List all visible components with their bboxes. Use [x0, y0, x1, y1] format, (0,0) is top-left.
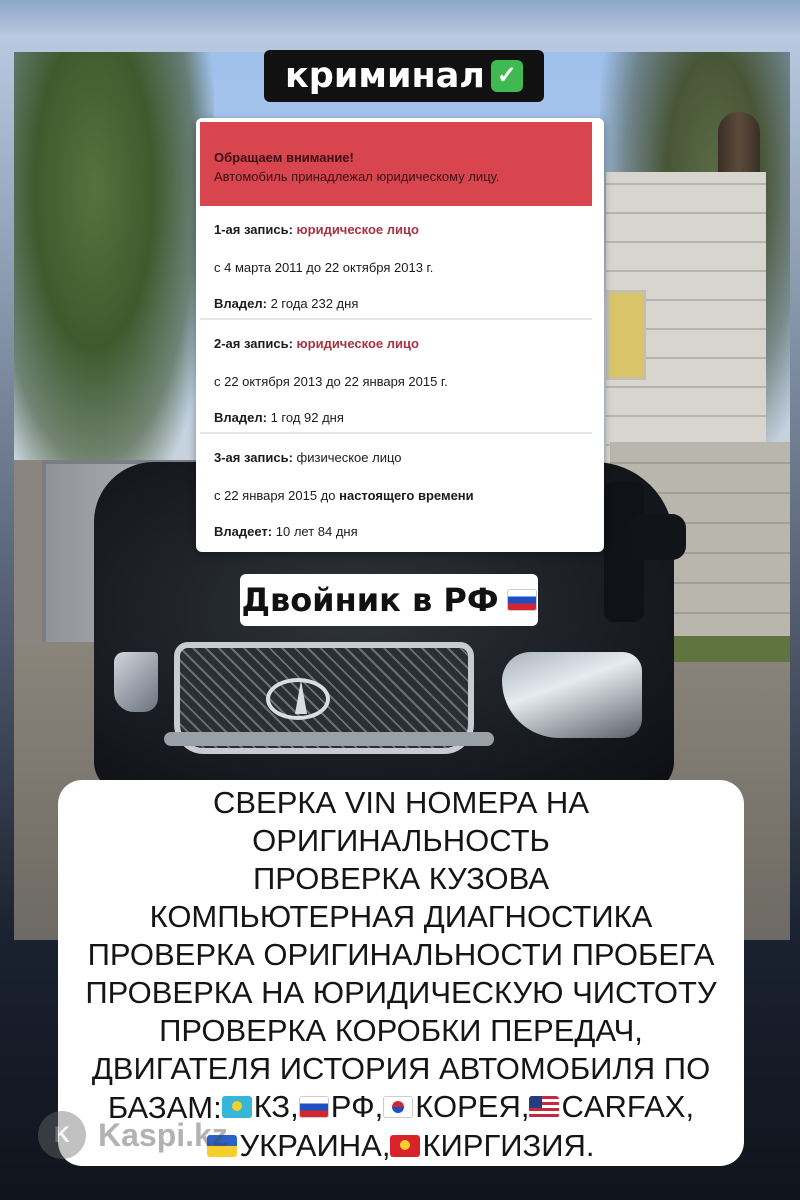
base-korea: КОРЕЯ,	[415, 1089, 530, 1124]
owner-type: юридическое лицо	[296, 336, 419, 351]
korea-flag-icon	[383, 1096, 413, 1118]
service-line: ПРОВЕРКА КОРОБКИ ПЕРЕДАЧ,	[159, 1013, 643, 1048]
ownership-record	[200, 208, 592, 320]
base-kyrgyzstan: КИРГИЗИЯ.	[422, 1128, 595, 1163]
russia-flag-icon	[507, 589, 537, 611]
base-ru: РФ,	[330, 1089, 384, 1124]
record-label: 1-ая запись:	[214, 222, 293, 237]
watermark-text: Kaspi.kz	[98, 1116, 228, 1153]
grass	[654, 636, 790, 662]
service-line: ПРОВЕРКА ОРИГИНАЛЬНОСТИ ПРОБЕГА	[87, 937, 715, 972]
service-line: КОМПЬЮТЕРНАЯ ДИАГНОСТИКА	[149, 899, 653, 934]
infiniti-logo-icon	[266, 678, 330, 720]
record-divider	[200, 432, 592, 434]
alert-banner	[200, 122, 592, 206]
kaspi-logo-icon: K	[38, 1111, 86, 1159]
watermark	[38, 1110, 228, 1160]
car-bumper	[164, 732, 494, 746]
service-line: СВЕРКА VIN НОМЕРА НА	[212, 785, 589, 820]
service-line: ПРОВЕРКА НА ЮРИДИЧЕСКУЮ ЧИСТОТУ	[85, 975, 717, 1010]
tree-left	[14, 52, 214, 512]
record-divider	[200, 318, 592, 320]
ownership-duration: 10 лет 84 дня	[275, 524, 358, 539]
car-headlight-right	[502, 652, 642, 738]
title-text: криминал	[285, 56, 485, 96]
record-period: с 4 марта 2011 до 22 октября 2013 г.	[214, 260, 434, 275]
ownership-record	[200, 436, 592, 548]
alert-title: Обращаем внимание!	[214, 150, 354, 165]
car-headlight-left	[114, 652, 158, 712]
ownership-record	[200, 322, 592, 434]
check-icon: ✓	[491, 60, 523, 92]
services-card	[58, 780, 744, 1166]
base-carfax: CARFAX,	[561, 1089, 695, 1124]
ownership-report-card	[196, 118, 604, 552]
car-mirror	[628, 514, 686, 560]
twin-text: Двойник в РФ	[241, 581, 499, 619]
record-period: с 22 октября 2013 до 22 января 2015 г.	[214, 374, 448, 389]
title-badge	[264, 50, 544, 102]
owner-type: юридическое лицо	[296, 222, 419, 237]
record-period-now: настоящего времени	[339, 488, 474, 503]
service-line: ОРИГИНАЛЬНОСТЬ	[252, 823, 550, 858]
bases-prefix: БАЗАМ:	[107, 1090, 222, 1125]
service-line: ПРОВЕРКА КУЗОВА	[253, 861, 549, 896]
ownership-label: Владел:	[214, 296, 267, 311]
twin-badge	[240, 574, 538, 626]
record-label: 3-ая запись:	[214, 450, 293, 465]
base-kz: КЗ,	[253, 1089, 299, 1124]
ownership-label: Владел:	[214, 410, 267, 425]
owner-type: физическое лицо	[296, 450, 402, 465]
record-period-prefix: с 22 января 2015 до	[214, 488, 336, 503]
base-ukraine: УКРАИНА,	[239, 1128, 391, 1163]
alert-text: Автомобиль принадлежал юридическому лицу.	[214, 169, 500, 184]
kyrgyzstan-flag-icon	[390, 1135, 420, 1157]
ownership-duration: 1 год 92 дня	[270, 410, 344, 425]
usa-flag-icon	[529, 1096, 559, 1118]
house-window	[606, 290, 646, 380]
ownership-duration: 2 года 232 дня	[270, 296, 359, 311]
ownership-label: Владеет:	[214, 524, 273, 539]
service-line: ДВИГАТЕЛЯ ИСТОРИЯ АВТОМОБИЛЯ ПО	[91, 1051, 711, 1086]
record-label: 2-ая запись:	[214, 336, 293, 351]
russia-flag-icon	[299, 1096, 329, 1118]
